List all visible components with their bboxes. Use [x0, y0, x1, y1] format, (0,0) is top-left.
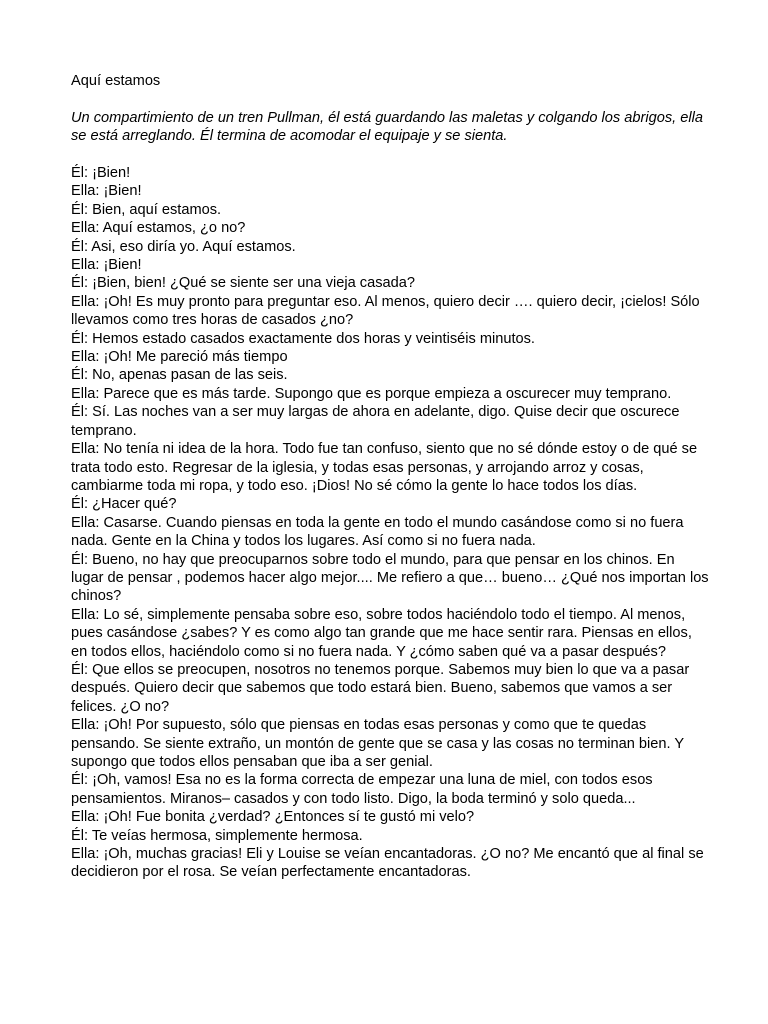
- dialogue-line: Ella: ¡Oh! Por supuesto, sólo que piensas en todas esas personas y como que te quedas pensando. Se siente extraño, un montón de gente que se casa y las cosas no terminan bien. Y supongo que todos ellos pensaban que iba a ser genial.: [71, 717, 684, 770]
- dialogue-line: Ella: Lo sé, simplemente pensaba sobre eso, sobre todos haciéndolo todo el tiempo. Al menos, pues casándose ¿sabes? Y es como algo tan grande que me hace sentir rara. Piensas en ellos, en todos ellos, haciéndolo como si no fuera nada. Y ¿cómo saben qué va a pasar después?: [71, 606, 692, 660]
- document-title: Aquí estamos: [71, 73, 161, 89]
- dialogue-line: Él: ¡Bien!: [71, 165, 131, 181]
- dialogue-line: Ella: Casarse. Cuando piensas en toda la gente en todo el mundo casándose como si no fuera nada. Gente en la China y todos los lugares. Así como si no fuera nada.: [71, 514, 684, 550]
- document-page: [71, 72, 711, 882]
- dialogue-line: Él: No, apenas pasan de las seis.: [71, 367, 288, 384]
- dialogue-line: Ella: ¡Oh! Es muy pronto para preguntar eso. Al menos, quiero decir …. quiero decir, ¡cielos! Sólo llevamos como tres horas de casados ¿no?: [71, 293, 700, 329]
- dialogue-line: Ella: Parece que es más tarde. Supongo que es porque empieza a oscurecer muy temprano.: [71, 385, 672, 402]
- dialogue-line: Él: Te veías hermosa, simplemente hermosa.: [71, 827, 363, 844]
- dialogue-line: Él: Asi, eso diría yo. Aquí estamos.: [71, 238, 296, 255]
- dialogue-line: Él: Bueno, no hay que preocuparnos sobre todo el mundo, para que pensar en los chinos. En lugar de pensar , podemos hacer algo mejor.... Me refiero a que… bueno… ¿Qué nos importan los chinos?: [71, 551, 709, 605]
- dialogue-line: Ella: ¡Oh, muchas gracias! Eli y Louise se veían encantadoras. ¿O no? Me encantó que al final se decidieron por el rosa. Se veían perfectamente encantadoras.: [71, 846, 704, 881]
- stage-direction: Un compartimiento de un tren Pullman, él está guardando las maletas y colgando los abrigos, ella se está arreglando. Él termina de acomodar el equipaje y se sienta.: [71, 109, 703, 145]
- dialogue-line: Él: Bien, aquí estamos.: [71, 201, 222, 218]
- dialogue-line: Ella: ¡Oh! Fue bonita ¿verdad? ¿Entonces sí te gustó mi velo?: [71, 809, 475, 826]
- dialogue-line: Él: Sí. Las noches van a ser muy largas de ahora en adelante, digo. Quise decir que oscurece temprano.: [71, 404, 680, 439]
- dialogue-line: Ella: Aquí estamos, ¿o no?: [71, 220, 246, 237]
- dialogue-line: Ella: No tenía ni idea de la hora. Todo fue tan confuso, siento que no sé dónde estoy o de qué se trata todo esto. Regresar de la iglesia, y todas esas personas, y arrojando arroz y cosas, cambiarme toda mi ropa, y todo eso. ¡Dios! No sé cómo la gente lo hace todos los días.: [71, 441, 698, 494]
- dialogue-line: Él: ¿Hacer qué?: [71, 496, 177, 513]
- dialogue-line: Ella: ¡Oh! Me pareció más tiempo: [71, 349, 288, 366]
- dialogue-line: Él: ¡Bien, bien! ¿Qué se siente ser una vieja casada?: [71, 275, 415, 292]
- dialogue-line: Ella: ¡Bien!: [71, 183, 142, 200]
- dialogue-line: Él: Que ellos se preocupen, nosotros no tenemos porque. Sabemos muy bien lo que va a pasar después. Quiero decir que sabemos que todo estará bien. Bueno, sabemos que vamos a ser felices. ¿O no?: [71, 661, 690, 715]
- dialogue-line: Ella: ¡Bien!: [71, 257, 142, 274]
- dialogue-line: Él: ¡Oh, vamos! Esa no es la forma correcta de empezar una luna de miel, con todos esos pensamientos. Miranos– casados y con todo listo. Digo, la boda terminó y solo queda...: [71, 772, 653, 807]
- dialogue: [71, 164, 711, 882]
- dialogue-line: Él: Hemos estado casados exactamente dos horas y veintiséis minutos.: [71, 330, 535, 347]
